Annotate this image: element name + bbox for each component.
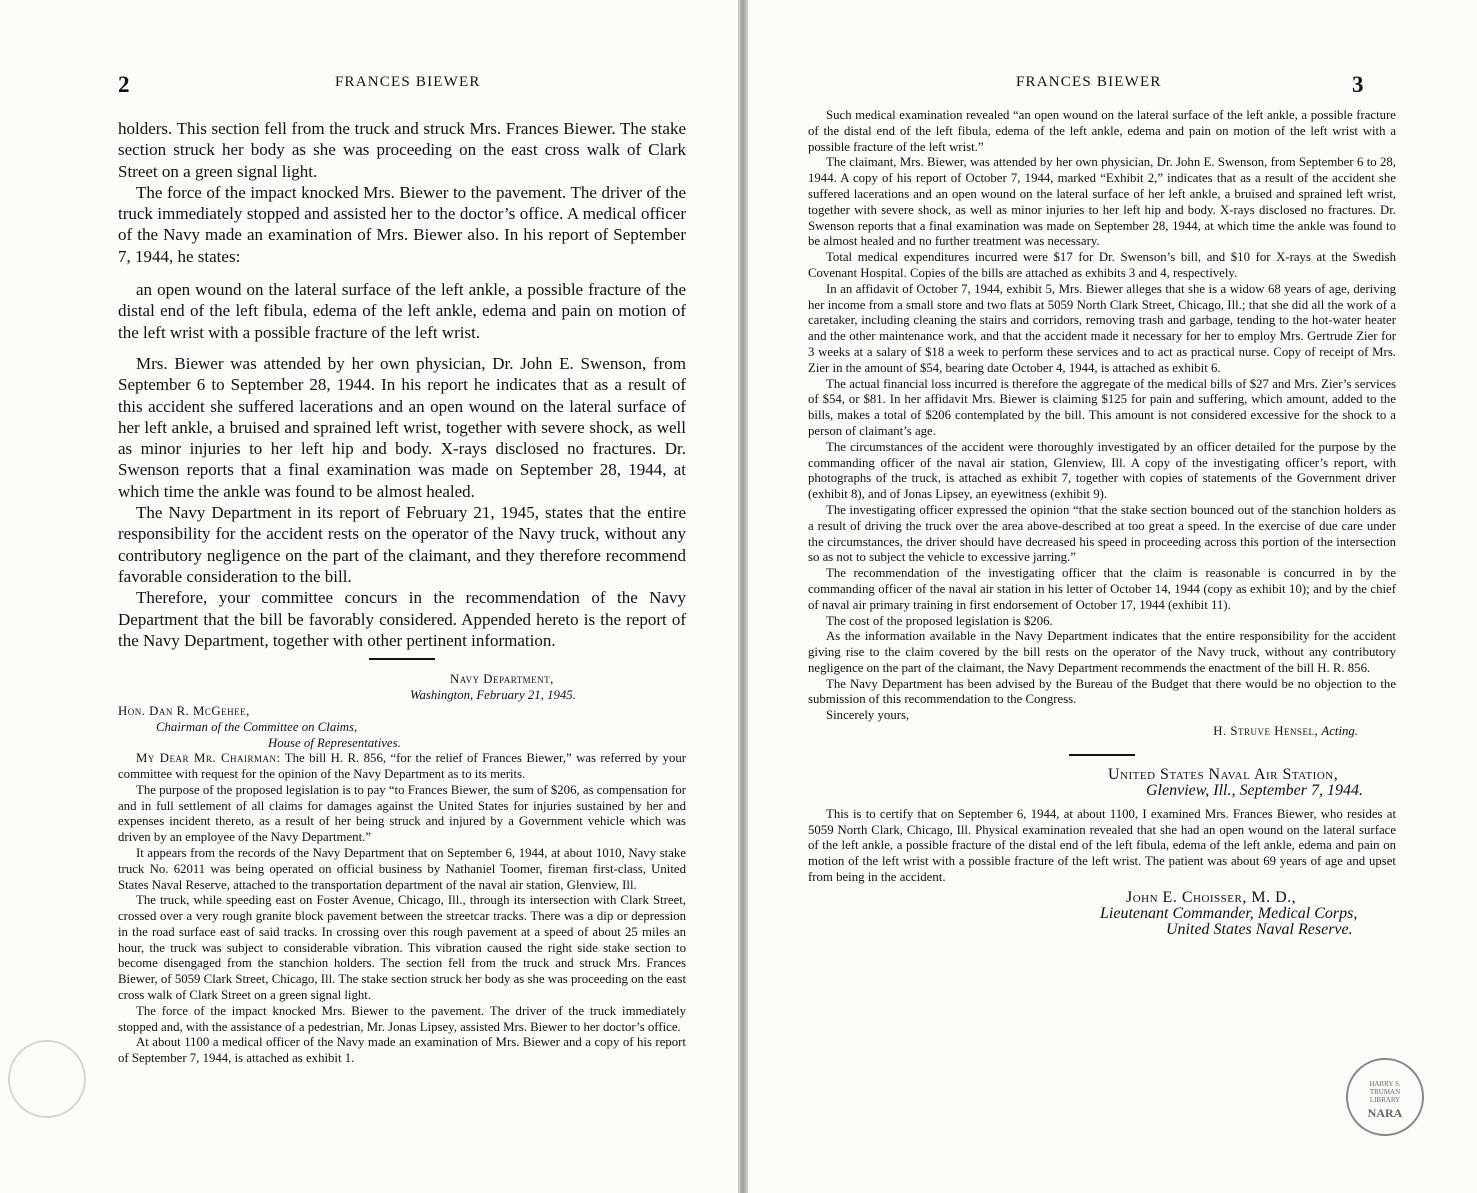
addressee-house: House of Representatives.	[268, 736, 401, 751]
book-gutter	[738, 0, 748, 1193]
closing: Sincerely yours,	[826, 708, 910, 723]
stamp-text: HARRY S. TRUMAN LIBRARY	[1369, 1080, 1401, 1104]
paragraph: The recommendation of the investigating officer that the claim is reasonable is concurred in by the commanding officer of the naval air station in his letter of October 14, 1944 (copy as exhibit 10); and by the chief of naval air primary training in first endorsement of October 17, 1944 (exhibit 11).	[808, 566, 1396, 612]
paragraph: As the information available in the Navy Department indicates that the entire responsibility for the accident giving rise to the claim covered by the bill rests on the operator of the Navy truck, without any contributory negligence on the part of the claimant, the Navy Department recommends the enactment of the bill H. R. 856.	[808, 629, 1396, 675]
paragraph: The force of the impact knocked Mrs. Biewer to the pavement. The driver of the truck immediately stopped and, with the assistance of a pedestrian, Mr. Jonas Lipsey, assisted Mrs. Biewer to her doctor’s office.	[118, 1003, 686, 1034]
paragraph: The claimant, Mrs. Biewer, was attended by her own physician, Dr. John E. Swenson, from September 6 to 28, 1944. A copy of his report of October 7, 1944, marked “Exhibit 2,” indicates that as a result of the accident she suffered lacerations and an open wound on the lateral surface of her left ankle, a bruised and sprained left wrist, together with severe shock, as well as minor injuries to her left hip and body. X-rays disclosed no fractures. Dr. Swenson reports that a final examination was made on September 28, 1944, at which time the ankle was found to be almost healed and no further treatment was necessary.	[808, 155, 1396, 249]
paragraph: Mrs. Biewer was attended by her own physician, Dr. John E. Swenson, from September 6 to September 28, 1944. In his report he indicates that as a result of this accident she suffered lacerations and an open wound on the lateral surface of her left ankle, a bruised and sprained left wrist, together with severe shock, as well as minor injuries to her left hip and body. X-rays disclosed no fractures. Dr. Swenson reports that a final examination was made on September 28, 1944, at which time the ankle was found to be almost healed.	[118, 353, 686, 501]
page-number: 3	[1352, 72, 1364, 97]
letter-body	[118, 751, 686, 1067]
paragraph: At about 1100 a medical officer of the Navy made an examination of Mrs. Biewer and a copy of his report of September 7, 1944, is attached as exhibit 1.	[118, 1035, 686, 1066]
signer-name: H. Struve Hensel,	[1213, 724, 1319, 739]
right-column	[808, 108, 1396, 938]
report-body	[118, 118, 686, 651]
signature-block	[808, 724, 1358, 740]
paragraph: Therefore, your committee concurs in the recommendation of the Navy Department that the bill be favorably considered. Appended hereto is the report of the Navy Department, together with other pertinent information.	[118, 588, 686, 650]
paragraph: It appears from the records of the Navy Department that on September 6, 1944, at about 1010, Navy stake truck No. 62011 was being operated on official business by Nathaniel Toomer, fireman first-class, United States Naval Reserve, attached to the transportation department of the naval air station, Glenview, Ill.	[118, 845, 686, 892]
paragraph: The Navy Department in its report of February 21, 1945, states that the entire responsibility for the accident rests on the operator of the Navy truck, without any contributory negligence on the part of the claimant, and they therefore recommend favorable consideration to the bill.	[118, 503, 686, 586]
letter-heading	[410, 671, 686, 703]
page-number: 2	[118, 72, 130, 97]
paragraph: Such medical examination revealed “an open wound on the lateral surface of the left ankle, a possible fracture of the distal end of the left fibula, edema of the left ankle, edema and pain on motion of the left wrist with a possible fracture of the left wrist.”	[808, 108, 1396, 154]
paragraph: The actual financial loss incurred is therefore the aggregate of the medical bills of $27 and Mrs. Zier’s services of $54, or $81. In her affidavit Mrs. Biewer is claiming $125 for pain and suffering, which amount, added to the bills, makes a total of $206 contemplated by the bill. This amount is not considered excessive for the shock to a person of claimant’s age.	[808, 376, 1396, 438]
block-quote: an open wound on the lateral surface of the left ankle, a possible fracture of the distal end of the left fibula, edema of the left ankle, edema and pain on motion of the left wrist with a possible fracture of the left wrist.	[118, 280, 686, 342]
letter-dept: Navy Department,	[450, 672, 554, 687]
paragraph: The circumstances of the accident were thoroughly investigated by an officer detailed for the purpose by the commanding officer of the naval air station, Glenview, Ill. A copy of the investigating officer’s report, with photographs of the truck, is attached as exhibit 7, together with copies of statements of the Government driver (exhibit 8), and of Jonas Lipsey, an eyewitness (exhibit 9).	[808, 439, 1396, 502]
paragraph: The bill H. R. 856, “for the relief of Frances Biewer,” was referred by your committee with request for the opinion of the Navy Department as to its merits.	[118, 751, 687, 781]
stamp-center: NARA	[1367, 1106, 1403, 1120]
letter-place-date: Washington, February 21, 1945.	[410, 688, 576, 703]
addressee-block	[118, 703, 686, 751]
section-divider	[1069, 754, 1135, 756]
examiner-name: John E. Choisser, M. D.,	[1126, 888, 1297, 906]
library-stamp	[1346, 1058, 1424, 1136]
station-place-date: Glenview, Ill., September 7, 1944.	[1146, 781, 1363, 799]
salutation: My Dear Mr. Chairman:	[136, 751, 281, 766]
examiner-unit: United States Naval Reserve.	[1166, 920, 1353, 938]
paragraph: The investigating officer expressed the opinion “that the stake section bounced out of the stanchion holders as a result of driving the truck over the area above-described at too great a speed. In the exercise of due care under the circumstances, the driver should have decreased his speed in proceeding across this portion of the intersection so as not to subject the vehicle to excessive jarring.”	[808, 502, 1396, 565]
paragraph: The cost of the proposed legislation is $206.	[826, 613, 1053, 628]
certificate-text: This is to certify that on September 6, 1944, at about 1100, I examined Mrs. Frances Biewer, who resides at 5059 North Clark, Chicago, Ill. Physical examination revealed that she had an open wound on the lateral surface of the left ankle, a possible fracture of the distal end of the left fibula, edema of the left ankle, edema and pain on motion of the left wrist with a possible fracture of the left wrist. The patient was about 69 years of age and upset from being in the accident.	[808, 806, 1396, 885]
addressee-title: Chairman of the Committee on Claims,	[156, 720, 358, 735]
paragraph: The Navy Department has been advised by the Bureau of the Budget that there would be no objection to the submission of this recommendation to the Congress.	[808, 676, 1396, 707]
paragraph: holders. This section fell from the truck and struck Mrs. Frances Biewer. The stake section struck her body as she was proceeding on the east cross walk of Clark Street on a green signal light.	[118, 119, 686, 181]
left-column	[118, 118, 686, 1067]
examiner-rank: Lieutenant Commander, Medical Corps,	[1100, 904, 1358, 922]
running-head: FRANCES BIEWER	[1016, 74, 1162, 90]
paragraph: The purpose of the proposed legislation is to pay “to Frances Biewer, the sum of $206, as compensation for and in full settlement of all claims for damages against the United States for injuries sustained by her and expenses incident thereto, as a result of her being struck and injured by a Government vehicle which was driven by an employee of the Navy Department.”	[118, 782, 686, 845]
examiner-block	[1100, 890, 1396, 938]
station-name: United States Naval Air Station,	[1108, 765, 1339, 783]
running-head: FRANCES BIEWER	[335, 74, 481, 90]
paragraph: The force of the impact knocked Mrs. Biewer to the pavement. The driver of the truck immediately stopped and assisted her to the doctor’s office. A medical officer of the Navy made an examination of Mrs. Biewer also. In his report of September 7, 1944, he states:	[118, 182, 686, 266]
station-heading	[1108, 767, 1396, 799]
addressee-name: Hon. Dan R. McGehee,	[118, 704, 250, 719]
section-divider	[369, 658, 435, 660]
left-page	[0, 0, 738, 1193]
paragraph: The truck, while speeding east on Foster Avenue, Chicago, Ill., through its intersection with Clark Street, crossed over a very rough granite block pavement between the streetcar tracks. There was a dip or depression in the road surface east of said tracks. In crossing over this rough pavement at a speed of about 25 miles an hour, the truck was subject to considerable vibration. This vibration caused the right side stake section to become disengaged from the stanchion holders. The section fell from the truck and struck Mrs. Frances Biewer, of 5059 Clark Street, Chicago, Ill. The stake section struck her body as she was proceeding on the east cross walk of Clark Street on a green signal light.	[118, 893, 686, 1003]
library-stamp-faint	[8, 1040, 86, 1118]
paragraph: In an affidavit of October 7, 1944, exhibit 5, Mrs. Biewer alleges that she is a widow 68 years of age, deriving her income from a small store and two flats at 5059 North Clark Street, Chicago, Ill.; that she did all the work of a caretaker, including cleaning the stairs and corridors, removing trash and garbage, tending to the hot-water heater and the other maintenance work, and that the accident made it necessary for her to employ Mrs. Gertrude Zier for 3 weeks at a salary of $18 a week to perform these services and to act as practical nurse. Copy of receipt of Mrs. Zier in the amount of $54, bearing date October 4, 1944, is attached as exhibit 6.	[808, 281, 1396, 375]
signer-title: Acting.	[1321, 724, 1358, 739]
paragraph: Total medical expenditures incurred were $17 for Dr. Swenson’s bill, and $10 for X-rays at the Swedish Covenant Hospital. Copies of the bills are attached as exhibits 3 and 4, respectively.	[808, 250, 1396, 280]
right-page	[748, 0, 1477, 1193]
